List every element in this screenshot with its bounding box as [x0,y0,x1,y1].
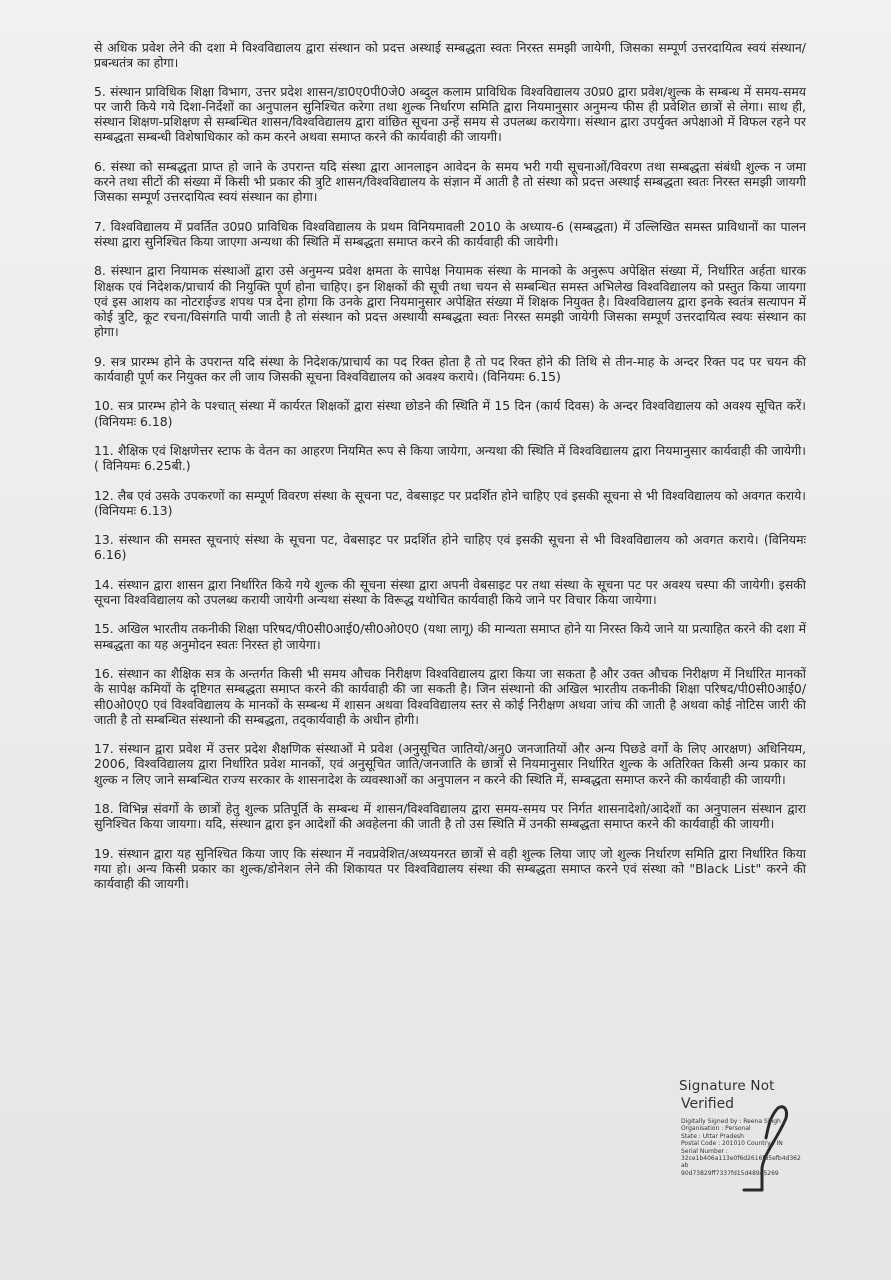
signature-detail-line: 90d73829ff7337fd15d489e5269 [681,1169,779,1177]
paragraph-9: 9. सत्र प्रारम्भ होने के उपरान्त यदि संस्था के निदेशक/प्राचार्य का पद रिक्त होता है तो पद रिक्त होने की तिथि से तीन-माह के अन्दर रिक्त पद पर चयन की कार्यवाही पूर्ण कर नियुक्त कर ली जाय जिसकी सूचना विश्वविद्यालय को अवश्य कराये। (विनियमः 6.15) [94,353,806,385]
signature-detail-line: Postal Code : 201010 Country : IN [681,1140,783,1148]
paragraph-11: 11. शैक्षिक एवं शिक्षणेत्तर स्टाफ के वेतन का आहरण नियमित रूप से किया जायेगा, अन्यथा की स्थिति में विश्वविद्यालय द्वारा नियमानुसार कार्यवाही की जायेगी। ( विनियमः 6.25बी.) [94,442,806,474]
signature-detail-line: Organisation : Personal [681,1125,751,1133]
signature-details [681,1118,801,1177]
paragraph-10: 10. सत्र प्रारम्भ होने के पश्चात् संस्था में कार्यरत शिक्षकों द्वारा संस्था छोडने की स्थिति में 15 दिन (कार्य दिवस) के अन्दर विश्वविद्यालय को अवश्य सूचित करें। (विनियमः 6.18) [94,398,806,429]
signature-detail-line: Digitally Signed by : Reena Singh [681,1118,781,1125]
paragraph-continuation: से अधिक प्रवेश लेने की दशा मे विश्वविद्यालय द्वारा संस्थान को प्रदत्त अस्थाई सम्बद्धता स्वतः निरस्त समझी जायेगी, जिसका सम्पूर्ण उत्तरदायित्व स्वयं संस्थान/प्रबन्धतंत्र का होगा। [94,40,806,71]
signature-verified-label: Verified [681,1096,735,1112]
paragraph-8: 8. संस्थान द्वारा नियामक संस्थाओं द्वारा उसे अनुमन्य प्रवेश क्षमता के सापेक्ष नियामक संस्था के मानको के अनुरूप अपेक्षित संख्या में, निर्धारित अर्हता धारक शिक्षक एवं निदेशक/प्राचार्य की नियुक्ति पूर्ण होना चाहिए। इन शिक्षकों की सूची तथा चयन से सम्बन्धित समस्त अभिलेख विश्वविद्यालय को प्रस्तुत किया जायगा एवं इस आशय का नोटराईज्ड शपथ पत्र देना होगा कि उनके द्वारा नियमानुसार अपेक्षित संख्या में शिक्षक नियुक्त है। विश्वविद्यालय द्वारा इनके स्वतंत्र सत्यापन में कोई त्रुटि, कूट रचना/विसंगति पायी जाती है तो संस्थान को प्रदत्त अस्थायी सम्बद्धता स्वतः निरस्त समझी जायेगी जिसका सम्पूर्ण उत्तरदायित्व स्वयः संस्थान का होगा। [94,263,806,340]
paragraph-6: 6. संस्था को सम्बद्धता प्राप्त हो जाने के उपरान्त यदि संस्था द्वारा आनलाइन आवेदन के समय भरी गयी सूचनाओं/विवरण तथा सम्बद्धता संबंधी शुल्क न जमा करने तथा सीटों की संख्या में किसी भी प्रकार की त्रुटि शासन/विश्वविद्यालय के संज्ञान में आती है तो संस्था को प्रदत्त अस्थाई सम्बद्धता स्वतः निरस्त समझी जायगी जिसका सम्पूर्ण उत्तरदायित्व स्वयं संस्थान का होगा। [94,158,806,205]
signature-detail-line: 32ce1b406a113e0f6d2616fb5efb4d362ab [681,1155,801,1170]
paragraph-14: 14. संस्थान द्वारा शासन द्वारा निर्धारित किये गये शुल्क की सूचना संस्था द्वारा अपनी वेबसाइट पर तथा संस्था के सूचना पट पर अवश्य चस्पा की जायेगी। इसकी सूचना विश्वविद्यालय को उपलब्ध करायी जायेगी अन्यथा संस्था के विरूद्ध यथोचित कार्यवाही किये जाने पर विचार किया जायेगा। [94,576,806,608]
paragraph-13: 13. संस्थान की समस्त सूचनाएं संस्था के सूचना पट, वेबसाइट पर प्रदर्शित होने चाहिए एवं इसकी सूचना से भी विश्वविद्यालय को अवगत कराये। (विनियमः 6.16) [94,532,806,563]
paragraph-17: 17. संस्थान द्वारा प्रवेश में उत्तर प्रदेश शैक्षणिक संस्थाओं मे प्रवेश (अनुसूचित जातियो/अनु0 जनजातियों और अन्य पिछडे वर्गो के लिए आरक्षण) अधिनियम, 2006, विश्वविद्यालय द्वारा निर्धारित प्रवेश मानकों, एवं अनुसूचित जाति/जनजाति के छात्रों से नियमानुसार निर्धारित शुल्क के अतिरिक्त किसी अन्य प्रकार का शुल्क न लिए जाने सम्बन्धित राज्य सरकार के शासनादेश के व्यवस्थाओं का अनुपालन न करने की स्थिति में, सम्बद्धता समाप्त करने की कार्यवाही की जायगी। [94,741,806,787]
paragraph-7: 7. विश्वविद्यालय में प्रवर्तित उ0प्र0 प्राविधिक विश्वविद्यालय के प्रथम विनियमावली 2010 के अध्याय-6 (सम्बद्धता) में उल्लिखित समस्त प्राविधानों का पालन संस्था द्वारा सुनिश्चित किया जाएगा अन्यथा की स्थिति में सम्बद्धता समाप्त करने की कार्यवाही की जायेगी। [94,218,806,249]
paragraph-18: 18. विभिन्न संवर्गो के छात्रों हेतु शुल्क प्रतिपूर्ति के सम्बन्ध में शासन/विश्वविद्यालय द्वारा समय-समय पर निर्गत शासनादेशो/आदेशों का अनुपालन संस्थान द्वारा सुनिश्चित किया जायगा। यदि, संस्थान द्वारा इन आदेशों की अवहेलना की जाती है तो उस स्थिति में उनकी सम्बद्धता समाप्त करने की कार्यवाही की जायगी। [94,800,806,832]
signature-detail-line: Serial Number : [681,1147,728,1155]
signature-status-title: Signature Not [679,1078,775,1094]
paragraph-12: 12. लैब एवं उसके उपकरणों का सम्पूर्ण विवरण संस्था के सूचना पट, वेबसाइट पर प्रदर्शित होने चाहिए एवं इसकी सूचना से भी विश्वविद्यालय को अवगत कराये। (विनियमः 6.13) [94,487,806,518]
document-body [94,40,806,905]
paragraph-5: 5. संस्थान प्राविधिक शिक्षा विभाग, उत्तर प्रदेश शासन/डा0ए0पी0जे0 अब्दुल कलाम प्राविधिक विश्वविद्यालय उ0प्र0 द्वारा प्रवेश/शुल्क के सम्बन्ध में समय-समय पर जारी किये गये दिशा-निर्देशों का अनुपालन सुनिश्चित करेगा तथा शुल्क निर्धारण समिति द्वारा नियमानुसार अनुमन्य फीस ही प्रवेशित छात्रों से लेगा। साथ ही, संस्थान शिक्षण-प्रशिक्षण से सम्बन्धित शासन/विश्वविद्यालय द्वारा वांछित सूचना उन्हें समय से उपलब्ध करायेगा। संस्थान द्वारा उपर्युक्त अपेक्षाओ में विफल रहने पर सम्बद्धता सम्बन्धी विशेषाधिकार को कम करने अथवा समाप्त करने की कार्यवाही की जायगी। [94,83,806,145]
paragraph-19: 19. संस्थान द्वारा यह सुनिश्चित किया जाए कि संस्थान में नवप्रवेशित/अध्ययनरत छात्रों से वही शुल्क लिया जाए जो शुल्क निर्धारण समिति द्वारा निर्धारित किया गया हो। अन्य किसी प्रकार का शुल्क/डोनेशन लेने की शिकायत पर विश्वविद्यालय संस्था की सम्बद्धता समाप्त करने एवं संस्था को "Black List" करने की कार्यवाही की जायगी। [94,845,806,892]
paragraph-16: 16. संस्थान का शैक्षिक सत्र के अन्तर्गत किसी भी समय औचक निरीक्षण विश्वविद्यालय द्वारा किया जा सकता है और उक्त औचक निरीक्षण में निर्धारित मानकों के सापेक्ष कमियों के दृष्टिगत सम्बद्धता समाप्त करने की कार्यवाही की जा सकती है। जिन संस्थानो की अखिल भारतीय तकनीकी शिक्षा परिषद/पी0सी0आई0/सी0ओ0ए0 एवं विश्वविद्यालय के मानकों के सम्बन्ध में शासन अथवा विश्वविद्यालय स्तर से कोई निरीक्षण अथवा जांच की जाती है अथवा कोई नोटिस जारी की जाती है तो सम्बन्धित संस्थानो की सम्बद्धता, तद्कार्यवाही के अधीन होगी। [94,665,806,727]
paragraph-15: 15. अखिल भारतीय तकनीकी शिक्षा परिषद/पी0सी0आई0/सी0ओ0ए0 (यथा लागू) की मान्यता समाप्त होने या निरस्त किये जाने या प्रत्याहित करने की दशा में सम्बद्धता का यह अनुमोदन स्वतः निरस्त हो जायेगा। [94,621,806,652]
signature-detail-line: State : Uttar Pradesh [681,1132,744,1140]
